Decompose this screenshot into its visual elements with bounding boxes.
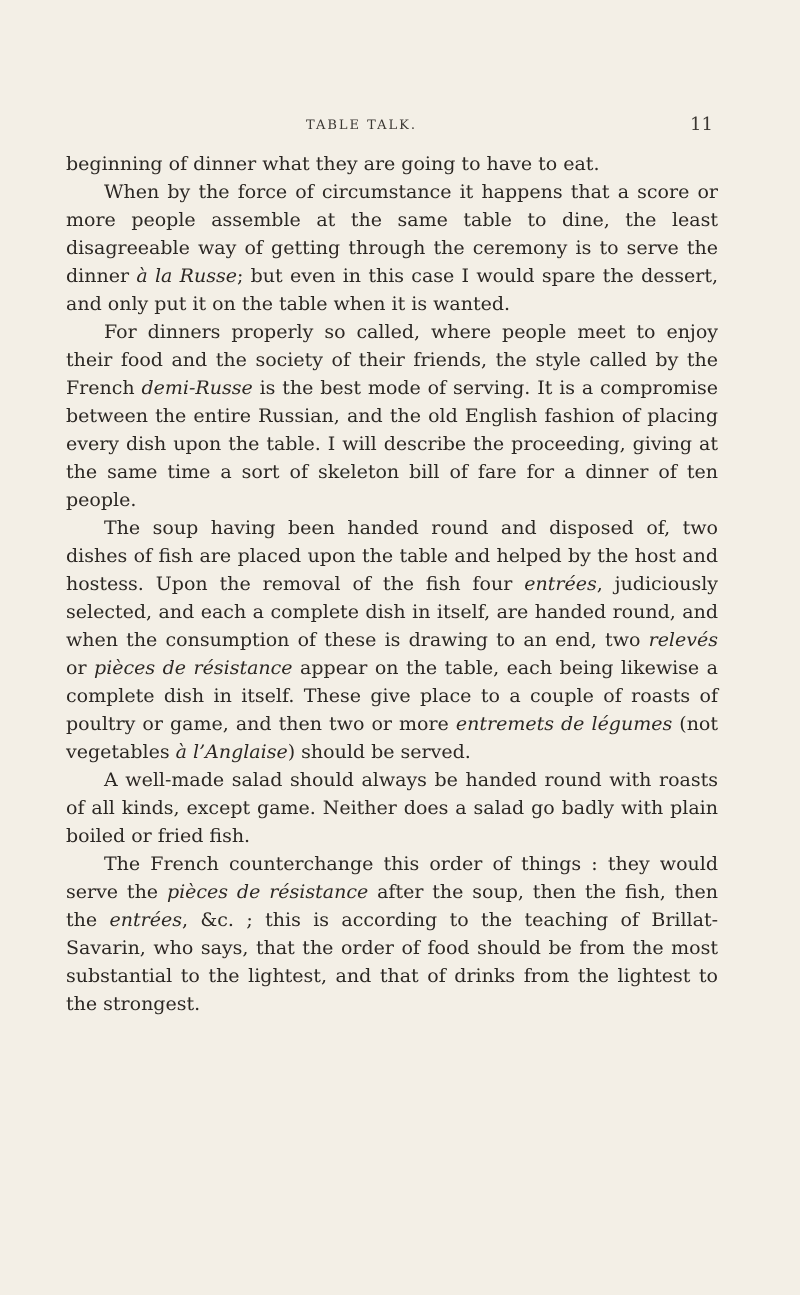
page-number: 11 [690, 114, 713, 135]
page-header [0, 114, 800, 138]
text-run: appear on the table, each being likewise a complete dish in itself. These give place to a couple of roasts of poultry or game, and then two or more [66, 657, 719, 735]
paragraph-2 [66, 178, 718, 318]
italic-text: à la Russe [136, 265, 237, 287]
text-run: after the soup, then the fish, then the [66, 881, 718, 931]
text-run: beginning of dinner what they are going to have to eat. [66, 153, 600, 175]
text-run: , judiciously selected, and each a complete dish in itself, are handed round, and when the consumption of these is drawing to an end, two [66, 573, 718, 651]
text-run: The French counterchange this order of things : they would serve the [66, 853, 718, 903]
text-run: is the best mode of serving. It is a compromise between the entire Russian, and the old English fashion of placing every dish upon the table. I will describe the proceeding, giving at the same time a sort of skeleton bill of fare for a dinner of ten people. [66, 377, 718, 511]
paragraph-1 [66, 150, 718, 178]
text-run: (not vegetables [66, 713, 719, 763]
text-run: ; but even in this case I would spare the dessert, and only put it on the table when it is wanted. [66, 265, 718, 315]
italic-text: entremets de légumes [455, 713, 673, 735]
text-run: The soup having been handed round and disposed of, two dishes of fish are placed upon the table and helped by the host and hostess. Upon the removal of the fish four [66, 517, 718, 595]
paragraph-5 [66, 766, 718, 850]
text-run: A well-made salad should always be handed round with roasts of all kinds, except game. Neither does a salad go badly with plain boiled or fried fish. [66, 769, 718, 847]
italic-text: entrées [524, 573, 597, 595]
italic-text: relevés [648, 629, 718, 651]
paragraph-6 [66, 850, 718, 1018]
running-head: TABLE TALK. [306, 118, 417, 133]
italic-text: pièces de résistance [166, 881, 369, 903]
italic-text: entrées [109, 909, 182, 931]
text-run: , &c. ; this is according to the teaching of Brillat-Savarin, who says, that the order of food should be from the most substantial to the lightest, and that of drinks from the lightest to the strongest. [66, 909, 719, 1015]
body-text [66, 150, 718, 1018]
paragraph-4 [66, 514, 718, 766]
paragraph-3 [66, 318, 718, 514]
italic-text: à l’Anglaise [175, 741, 288, 763]
text-run: ) should be served. [287, 741, 471, 763]
italic-text: pièces de résistance [94, 657, 293, 679]
text-run: or [66, 657, 95, 679]
italic-text: demi-Russe [141, 377, 253, 399]
text-run: When by the force of circumstance it happens that a score or more people assemble at the same table to dine, the least disagreeable way of getting through the ceremony is to serve the dinner [66, 181, 718, 287]
text-run: For dinners properly so called, where people meet to enjoy their food and the society of their friends, the style called by the French [66, 321, 718, 399]
